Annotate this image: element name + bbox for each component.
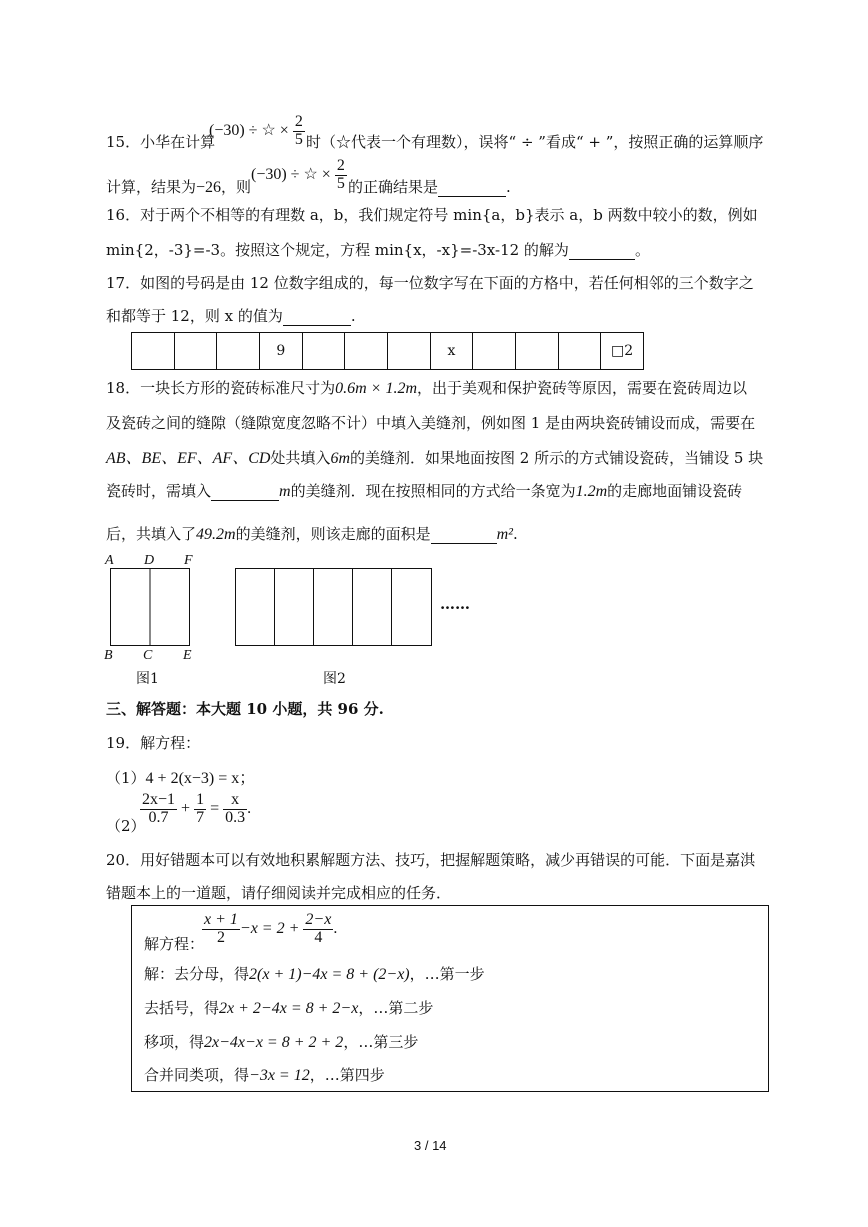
q20-box-equation: $\frac{x + 1}{2}$ −x = 2 + $\frac{2-x}{4}$ .	[204, 911, 338, 946]
figure-1-tiles	[110, 568, 190, 646]
q19-title: 19．解方程：	[106, 734, 201, 752]
section-3-heading: 三、解答题：本大题 10 小题，共 96 分.	[106, 700, 384, 718]
page-number: 3 / 14	[414, 1138, 447, 1153]
q16-line1: 16．对于两个不相等的有理数 a，b，我们规定符号 min{a，b}表示 a，b 两数中较小的数，例如	[106, 206, 758, 224]
q15-answer-line: 的正确结果是 .	[348, 178, 511, 196]
q15-text-line2: 计算，结果为−26，则	[106, 178, 252, 196]
q20-step-1: 解：去分母，得2(x + 1)−4x = 8 + (2−x)，…第一步	[144, 965, 485, 983]
q19-part-2-label: （2）	[106, 817, 146, 835]
point-f-label: F	[184, 553, 193, 568]
digit-grid	[131, 332, 644, 370]
grid-cell	[558, 333, 601, 370]
figure-2-caption: 图2	[323, 671, 346, 687]
q15-fraction: $\frac{2}{5}$	[294, 113, 303, 148]
q18-line3: AB、BE、EF、AF、CD处共填入6m的美缝剂．如果地面按图 2 所示的方式铺设瓷砖，当铺设 5 块	[106, 449, 764, 467]
q18-answer-blank-2[interactable]	[431, 525, 497, 544]
q18-line5: 后，共填入了49.2m的美缝剂，则该走廊的面积是 m².	[106, 525, 518, 543]
grid-cell: 9	[259, 333, 302, 370]
figure-1-caption: 图1	[136, 671, 159, 687]
grid-cell	[473, 333, 516, 370]
q18-answer-blank-1[interactable]	[211, 482, 279, 501]
q20-line1: 20．用好错题本可以有效地积累解题方法、技巧，把握解题策略，减少再错误的可能．下面是嘉淇	[106, 851, 756, 869]
point-b-label: B	[104, 648, 113, 663]
q15-expression: (−30) ÷ ☆ × $\frac{2}{5}$	[209, 113, 303, 148]
q15-text-mid: 时（☆代表一个有理数），误将“ ÷ ”看成“ + ”，按照正确的运算顺序	[306, 133, 764, 151]
q15-expression-2: (−30) ÷ ☆ × $\frac{2}{5}$	[251, 157, 345, 192]
point-c-label: C	[143, 648, 153, 663]
q20-line2: 错题本上的一道题，请仔细阅读并完成相应的任务．	[106, 884, 452, 902]
q19-part-2-equation: $\frac{2x-1}{0.7}$ + $\frac{1}{7}$ = $\frac{x}{0.3}$ .	[142, 791, 252, 826]
q20-step-3: 移项，得2x−4x−x = 8 + 2 + 2，…第三步	[144, 1033, 419, 1051]
q16-answer-blank[interactable]	[569, 241, 635, 260]
point-d-label: D	[144, 553, 155, 568]
point-a-label: A	[105, 553, 114, 568]
q15-text: 15．小华在计算	[106, 133, 216, 151]
q18-line1: 18．一块长方形的瓷砖标准尺寸为0.6m × 1.2m，出于美观和保护瓷砖等原因，需要在瓷砖周边以	[106, 379, 748, 397]
figure-2-ellipsis: ……	[440, 595, 470, 613]
q16-line2: min{2，-3}=-3。按照这个规定，方程 min{x，-x}=-3x-12 的解为 。	[106, 241, 650, 259]
figure-2-tiles	[235, 568, 432, 646]
grid-cell	[217, 333, 260, 370]
point-e-label: E	[183, 648, 192, 663]
grid-cell	[345, 333, 388, 370]
q20-step-4: 合并同类项，得−3x = 12，…第四步	[144, 1066, 385, 1084]
grid-cell	[174, 333, 217, 370]
q19-part-1: （1）4 + 2(x−3) = x；	[106, 769, 256, 787]
grid-cell: x	[430, 333, 473, 370]
grid-cell	[515, 333, 558, 370]
q17-line2: 和都等于 12，则 x 的值为 .	[106, 307, 356, 325]
q18-line4: 瓷砖时，需填入 m的美缝剂．现在按照相同的方式给一条宽为1.2m的走廊地面铺设瓷砖	[106, 482, 743, 500]
grid-cell	[132, 333, 175, 370]
q17-line1: 17．如图的号码是由 12 位数字组成的，每一位数字写在下面的方格中，若任何相邻的三个数字之	[106, 274, 754, 292]
grid-cell	[387, 333, 430, 370]
q20-step-2: 去括号，得2x + 2−4x = 8 + 2−x，…第二步	[144, 999, 434, 1017]
q18-line2: 及瓷砖之间的缝隙（缝隙宽度忽略不计）中填入美缝剂，例如图 1 是由两块瓷砖铺设而成，需要在	[106, 414, 756, 432]
q20-box-intro: 解方程：	[144, 935, 205, 953]
grid-cell	[302, 333, 345, 370]
grid-cell: □2	[601, 333, 644, 370]
q15-answer-blank[interactable]	[438, 178, 506, 197]
q17-answer-blank[interactable]	[283, 307, 351, 326]
